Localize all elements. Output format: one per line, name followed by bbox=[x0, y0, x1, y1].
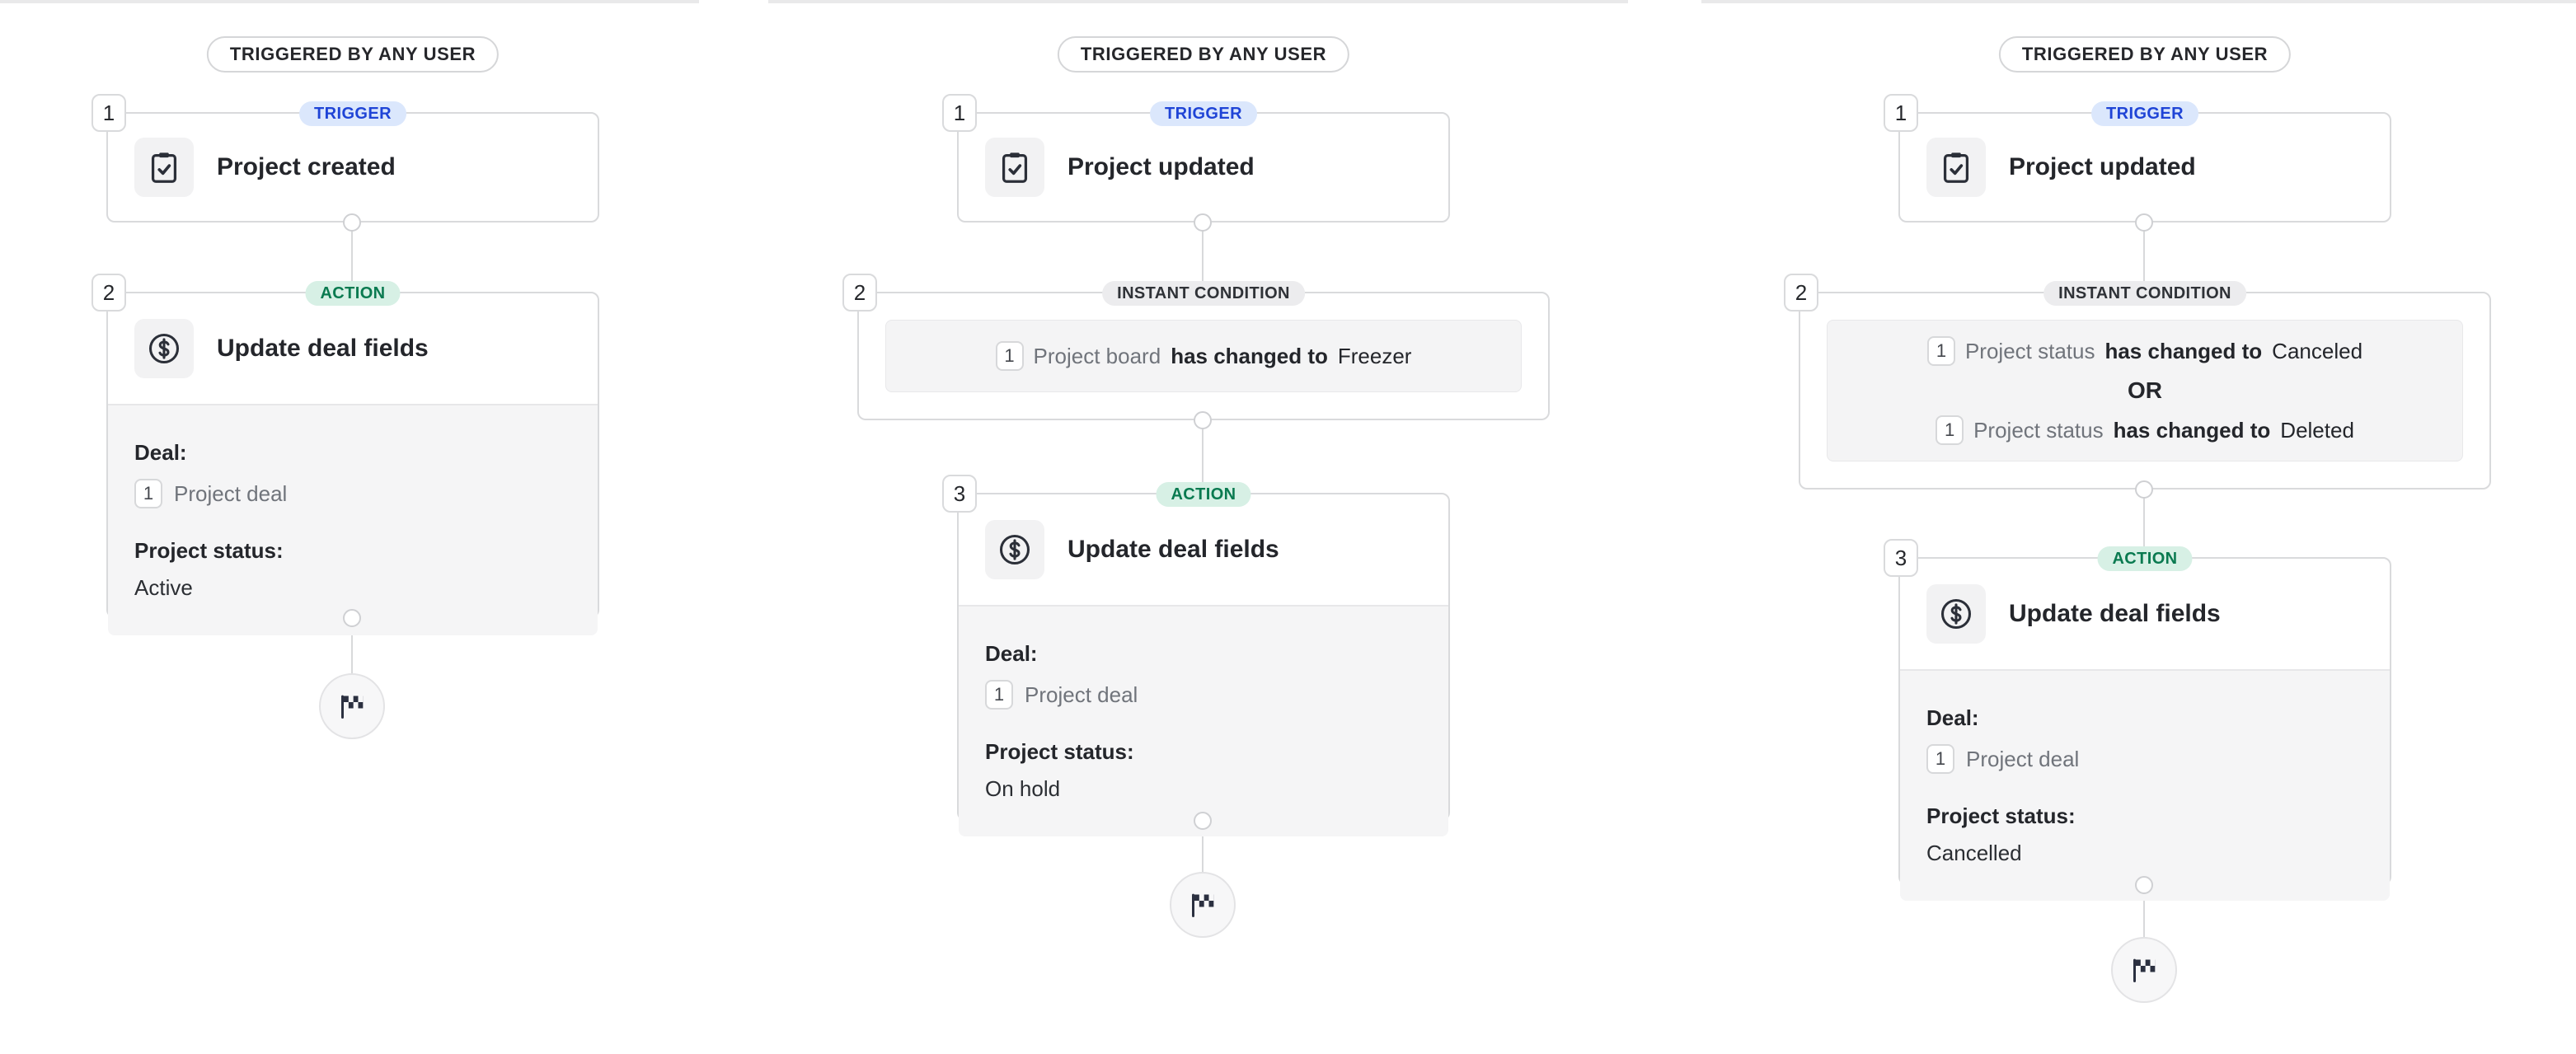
step-number-badge: 3 bbox=[1884, 539, 1918, 577]
condition-row bbox=[996, 341, 1412, 371]
status-label: Project status: bbox=[985, 739, 1134, 764]
condition-field: Project board bbox=[1033, 343, 1161, 368]
condition-value: Freezer bbox=[1337, 343, 1412, 368]
condition-row bbox=[1936, 415, 2354, 445]
triggered-by-pill: TRIGGERED BY ANY USER bbox=[1058, 36, 1349, 73]
clipboard-check-icon bbox=[985, 138, 1044, 197]
trigger-card[interactable] bbox=[1894, 100, 2391, 223]
status-value: Cancelled bbox=[1926, 841, 2022, 865]
deal-ref-badge: 1 bbox=[134, 479, 162, 508]
step-number-badge: 3 bbox=[942, 475, 977, 513]
dollar-circle-icon bbox=[134, 319, 194, 378]
dollar-circle-icon bbox=[1926, 584, 1986, 644]
connector-dot bbox=[2135, 213, 2153, 232]
condition-operator: has changed to bbox=[2104, 338, 2263, 363]
status-label: Project status: bbox=[1926, 803, 2076, 828]
condition-box bbox=[1827, 320, 2463, 461]
deal-ref-badge: 1 bbox=[1926, 744, 1954, 774]
clipboard-check-icon bbox=[1926, 138, 1986, 197]
step-number-badge: 1 bbox=[942, 94, 977, 132]
connector-dot bbox=[343, 609, 361, 627]
finish-flag-circle bbox=[319, 673, 385, 739]
condition-box bbox=[885, 320, 1522, 392]
action-card[interactable] bbox=[953, 480, 1450, 821]
card-title: Update deal fields bbox=[2009, 600, 2221, 627]
step-type-badge: ACTION bbox=[1156, 482, 1250, 507]
condition-ref-badge: 1 bbox=[1927, 336, 1955, 366]
deal-label: Deal: bbox=[1926, 705, 1979, 730]
deal-ref-badge: 1 bbox=[985, 680, 1013, 710]
connector-dot bbox=[343, 213, 361, 232]
card-title: Update deal fields bbox=[1067, 536, 1279, 563]
step-number-badge: 2 bbox=[91, 274, 126, 312]
condition-row bbox=[1927, 336, 2363, 366]
action-card[interactable] bbox=[1894, 545, 2391, 885]
step-type-badge: ACTION bbox=[2097, 546, 2192, 571]
triggered-by-pill: TRIGGERED BY ANY USER bbox=[207, 36, 499, 73]
step-number-badge: 1 bbox=[91, 94, 126, 132]
condition-value: Deleted bbox=[2280, 417, 2354, 443]
deal-value: Project deal bbox=[1025, 682, 1138, 707]
card-title: Update deal fields bbox=[217, 335, 429, 362]
condition-card[interactable] bbox=[853, 279, 1550, 420]
condition-field: Project status bbox=[1964, 338, 2095, 363]
condition-field: Project status bbox=[1973, 417, 2104, 443]
deal-label: Deal: bbox=[985, 641, 1038, 666]
deal-value: Project deal bbox=[1966, 746, 2080, 771]
clipboard-check-icon bbox=[134, 138, 194, 197]
connector-dot bbox=[2135, 480, 2153, 499]
trigger-card[interactable] bbox=[102, 100, 599, 223]
workflow-2 bbox=[851, 0, 1556, 1054]
finish-flag-circle bbox=[1170, 872, 1236, 938]
step-number-badge: 2 bbox=[1784, 274, 1818, 312]
workflow-3 bbox=[1792, 0, 2498, 1054]
status-label: Project status: bbox=[134, 538, 284, 563]
workflow-1 bbox=[0, 0, 706, 1054]
condition-card[interactable] bbox=[1795, 279, 2491, 490]
step-type-badge: TRIGGER bbox=[299, 101, 406, 126]
finish-flag-icon bbox=[1186, 888, 1219, 921]
connector-dot bbox=[1194, 213, 1212, 232]
card-title: Project updated bbox=[2009, 153, 2196, 180]
connector-dot bbox=[1194, 411, 1212, 429]
status-value: Active bbox=[134, 575, 193, 600]
connector-dot bbox=[1194, 812, 1212, 830]
step-type-badge: INSTANT CONDITION bbox=[1102, 281, 1305, 306]
condition-operator: has changed to bbox=[1171, 343, 1328, 368]
status-value: On hold bbox=[985, 776, 1061, 801]
finish-flag-icon bbox=[2128, 953, 2161, 986]
step-type-badge: INSTANT CONDITION bbox=[2043, 281, 2246, 306]
finish-flag-icon bbox=[335, 690, 368, 723]
condition-operator: has changed to bbox=[2113, 417, 2271, 443]
connector-dot bbox=[2135, 876, 2153, 894]
condition-ref-badge: 1 bbox=[1936, 415, 1964, 445]
step-type-badge: ACTION bbox=[305, 281, 400, 306]
finish-flag-circle bbox=[2111, 937, 2177, 1003]
deal-value: Project deal bbox=[174, 480, 288, 506]
step-number-badge: 2 bbox=[842, 274, 877, 312]
or-separator: OR bbox=[2128, 377, 2162, 403]
condition-ref-badge: 1 bbox=[996, 341, 1024, 371]
triggered-by-pill: TRIGGERED BY ANY USER bbox=[1999, 36, 2291, 73]
step-number-badge: 1 bbox=[1884, 94, 1918, 132]
card-title: Project updated bbox=[1067, 153, 1255, 180]
step-type-badge: TRIGGER bbox=[1150, 101, 1257, 126]
action-card[interactable] bbox=[102, 279, 599, 618]
deal-label: Deal: bbox=[134, 440, 187, 465]
card-title: Project created bbox=[217, 153, 396, 180]
dollar-circle-icon bbox=[985, 520, 1044, 579]
condition-value: Canceled bbox=[2272, 338, 2363, 363]
trigger-card[interactable] bbox=[953, 100, 1450, 223]
step-type-badge: TRIGGER bbox=[2091, 101, 2198, 126]
